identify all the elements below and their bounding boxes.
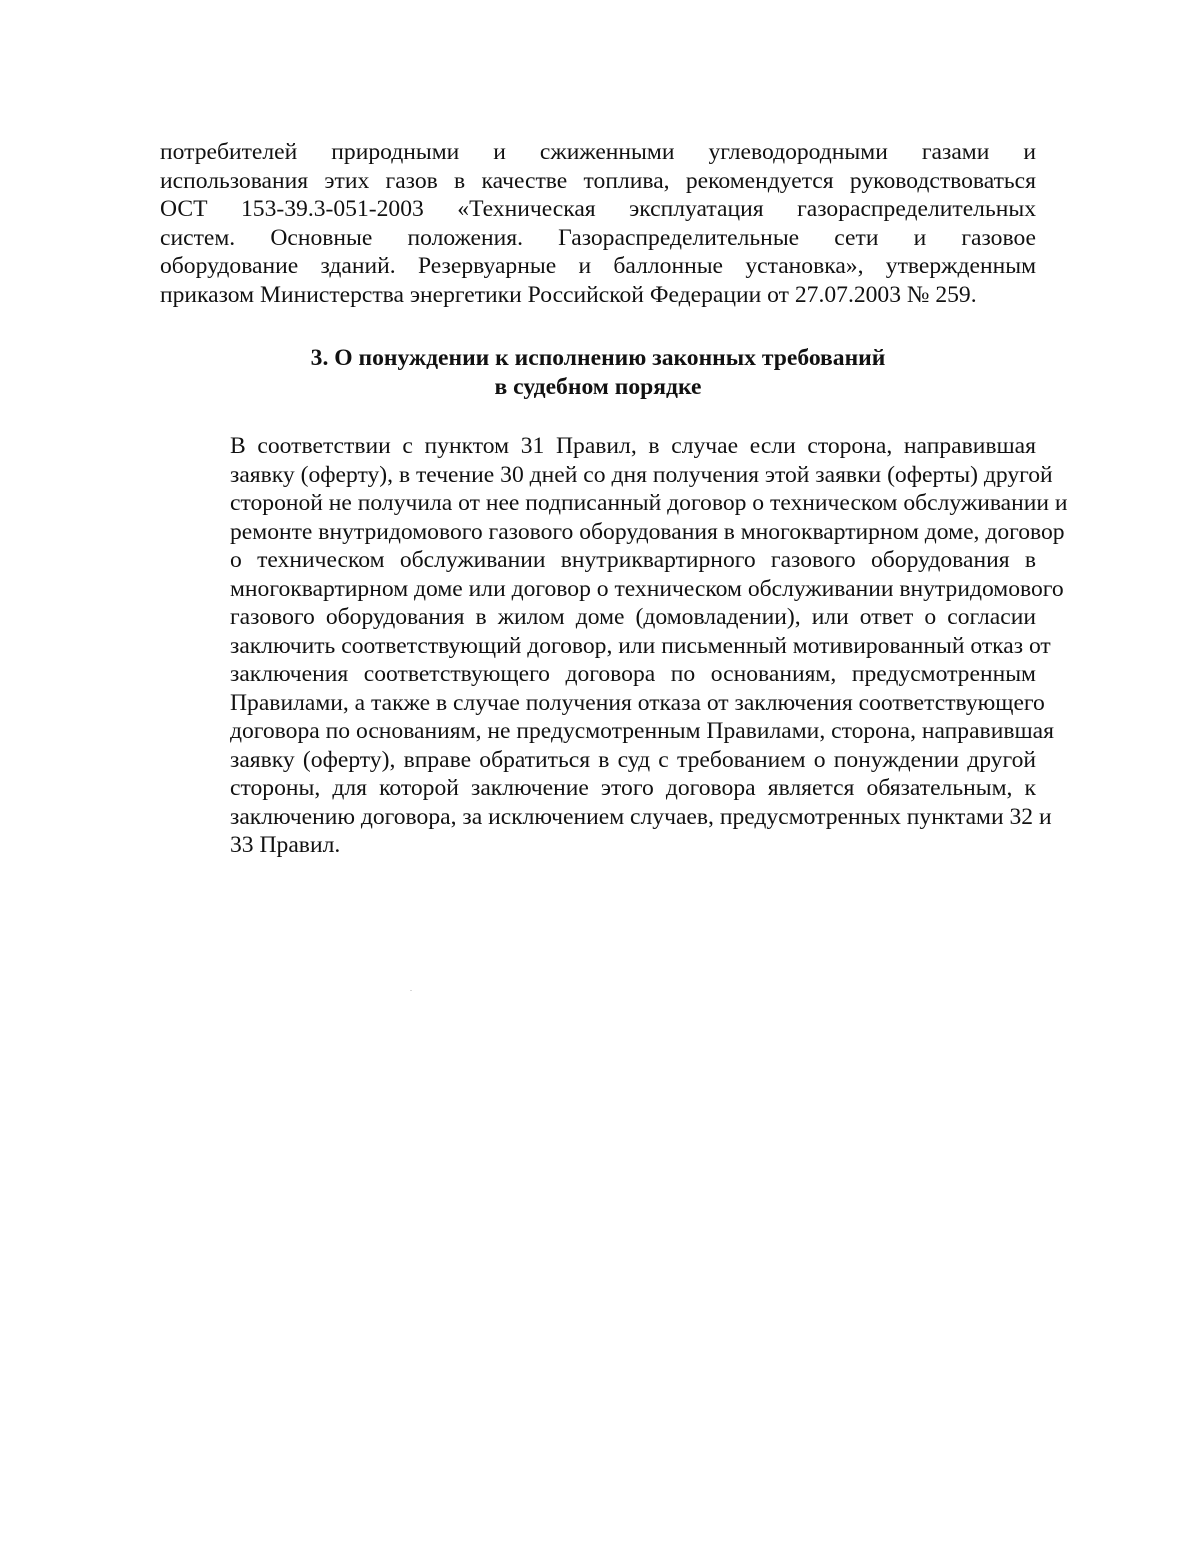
continued-paragraph [160, 138, 1036, 309]
paragraph-line: договора по основаниям, не предусмотренным Правилами, сторона, направившая [230, 718, 1054, 744]
paragraph-line: газового оборудования в жилом доме (домовладении), или ответ о согласии [230, 604, 1036, 630]
section-heading-line-1: 3. О понуждении к исполнению законных требований [310, 345, 886, 371]
paragraph-line: заявку (оферту), вправе обратиться в суд с требованием о понуждении другой [230, 746, 1036, 773]
paragraph-line: В соответствии с пунктом 31 Правил, в случае если сторона, направившая [230, 433, 1036, 459]
paragraph-line: стороны, для которой заключение этого договора является обязательным, к [230, 775, 1036, 801]
paragraph-line: ОСТ 153-39.3-051-2003 «Техническая эксплуатация газораспределительных [160, 196, 1036, 222]
paragraph-line: 33 Правил. [230, 832, 341, 858]
paragraph-line: ремонте внутридомового газового оборудования в многоквартирном доме, договор [230, 518, 1065, 545]
scan-artifact [410, 990, 412, 991]
paragraph-line: многоквартирном доме или договор о техническом обслуживании внутридомового [230, 575, 1064, 602]
paragraph-line: использования этих газов в качестве топлива, рекомендуется руководствоваться [160, 167, 1036, 194]
section-heading [160, 344, 1036, 402]
paragraph-line: приказом Министерства энергетики Российской Федерации от 27.07.2003 № 259. [160, 281, 977, 308]
paragraph-line: заключить соответствующий договор, или письменный мотивированный отказ от [230, 632, 1051, 659]
section-heading-line-2: в судебном порядке [494, 374, 702, 400]
paragraph-line: Правилами, а также в случае получения отказа от заключения соответствующего [230, 689, 1045, 716]
paragraph-line: заключению договора, за исключением случаев, предусмотренных пунктами 32 и [230, 803, 1052, 830]
section-paragraph [160, 432, 1068, 860]
paragraph-line: заявку (оферту), в течение 30 дней со дня получения этой заявки (оферты) другой [230, 461, 1053, 488]
paragraph-line: заключения соответствующего договора по основаниям, предусмотренным [230, 661, 1036, 687]
paragraph-line: о техническом обслуживании внутриквартирного газового оборудования в [230, 547, 1036, 573]
paragraph-line: оборудование зданий. Резервуарные и баллонные установка», утвержденным [160, 253, 1036, 279]
paragraph-line: систем. Основные положения. Газораспределительные сети и газовое [160, 224, 1036, 251]
paragraph-line: потребителей природными и сжиженными углеводородными газами и [160, 139, 1036, 165]
paragraph-line: стороной не получила от нее подписанный договор о техническом обслуживании и [230, 490, 1068, 516]
